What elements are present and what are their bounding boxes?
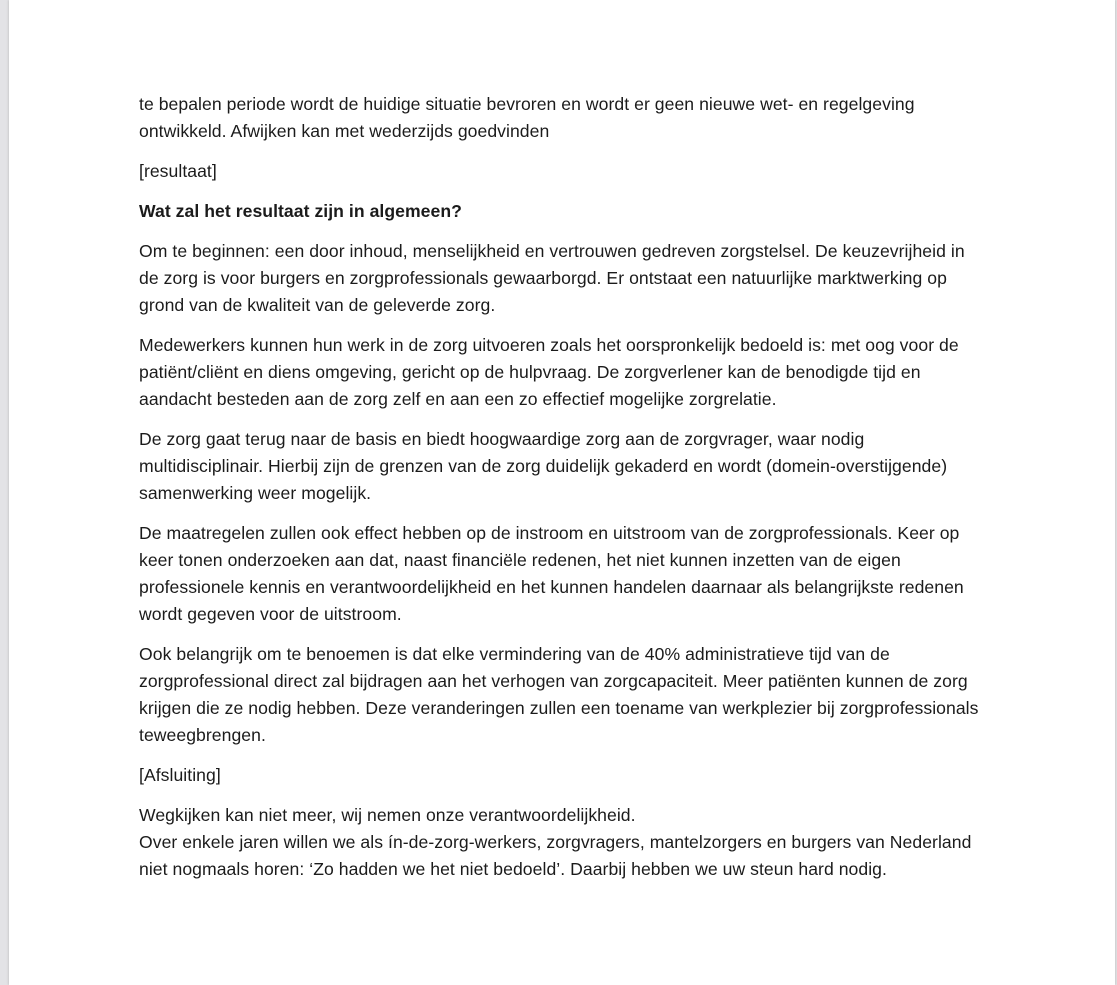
section-marker-resultaat: [resultaat] <box>139 161 217 181</box>
paragraph-maatregelen: De maatregelen zullen ook effect hebben op de instroom en uitstroom van de zorgprofessionals. Keer op keer tonen onderzoeken aan dat, naast financiële redenen, het niet kunnen inzetten van de eigen professionele kennis en verantwoordelijkheid en het kunnen handelen daarnaar als belangrijkste redenen wordt gegeven voor de uitstroom. <box>139 523 964 624</box>
paragraph-basis: De zorg gaat terug naar de basis en biedt hoogwaardige zorg aan de zorgvrager, waar nodig multidisciplinair. Hierbij zijn de grenzen van de zorg duidelijk gekaderd en wordt (domein-overstijgende) samenwerking weer mogelijk. <box>139 429 948 503</box>
paragraph-closing: Over enkele jaren willen we als ín-de-zorg-werkers, zorgvragers, mantelzorgers en burgers van Nederland niet nogmaals horen: ‘Zo hadden we het niet bedoeld’. Daarbij hebben we uw steun hard nodig. <box>139 832 972 879</box>
section-heading: Wat zal het resultaat zijn in algemeen? <box>139 201 462 221</box>
document-body <box>139 91 989 896</box>
paragraph-wegkijken: Wegkijken kan niet meer, wij nemen onze verantwoordelijkheid. <box>139 805 636 825</box>
paragraph-administratieve-tijd: Ook belangrijk om te benoemen is dat elke vermindering van de 40% administratieve tijd van de zorgprofessional direct zal bijdragen aan het verhogen van zorgcapaciteit. Meer patiënten kunnen de zorg krijgen die ze nodig hebben. Deze veranderingen zullen een toename van werkplezier bij zorgprofessionals teweegbrengen. <box>139 644 979 745</box>
section-marker-afsluiting: [Afsluiting] <box>139 765 221 785</box>
paragraph-zorgstelsel: Om te beginnen: een door inhoud, menselijkheid en vertrouwen gedreven zorgstelsel. De keuzevrijheid in de zorg is voor burgers en zorgprofessionals gewaarborgd. Er ontstaat een natuurlijke marktwerking op grond van de kwaliteit van de geleverde zorg. <box>139 241 965 315</box>
document-page <box>9 0 1115 985</box>
paragraph-intro-continuation: te bepalen periode wordt de huidige situatie bevroren en wordt er geen nieuwe wet- en regelgeving ontwikkeld. Afwijken kan met wederzijds goedvinden <box>139 94 915 141</box>
paragraph-medewerkers: Medewerkers kunnen hun werk in de zorg uitvoeren zoals het oorspronkelijk bedoeld is: met oog voor de patiënt/cliënt en diens omgeving, gericht op de hulpvraag. De zorgverlener kan de benodigde tijd en aandacht besteden aan de zorg zelf en aan een zo effectief mogelijke zorgrelatie. <box>139 335 959 409</box>
